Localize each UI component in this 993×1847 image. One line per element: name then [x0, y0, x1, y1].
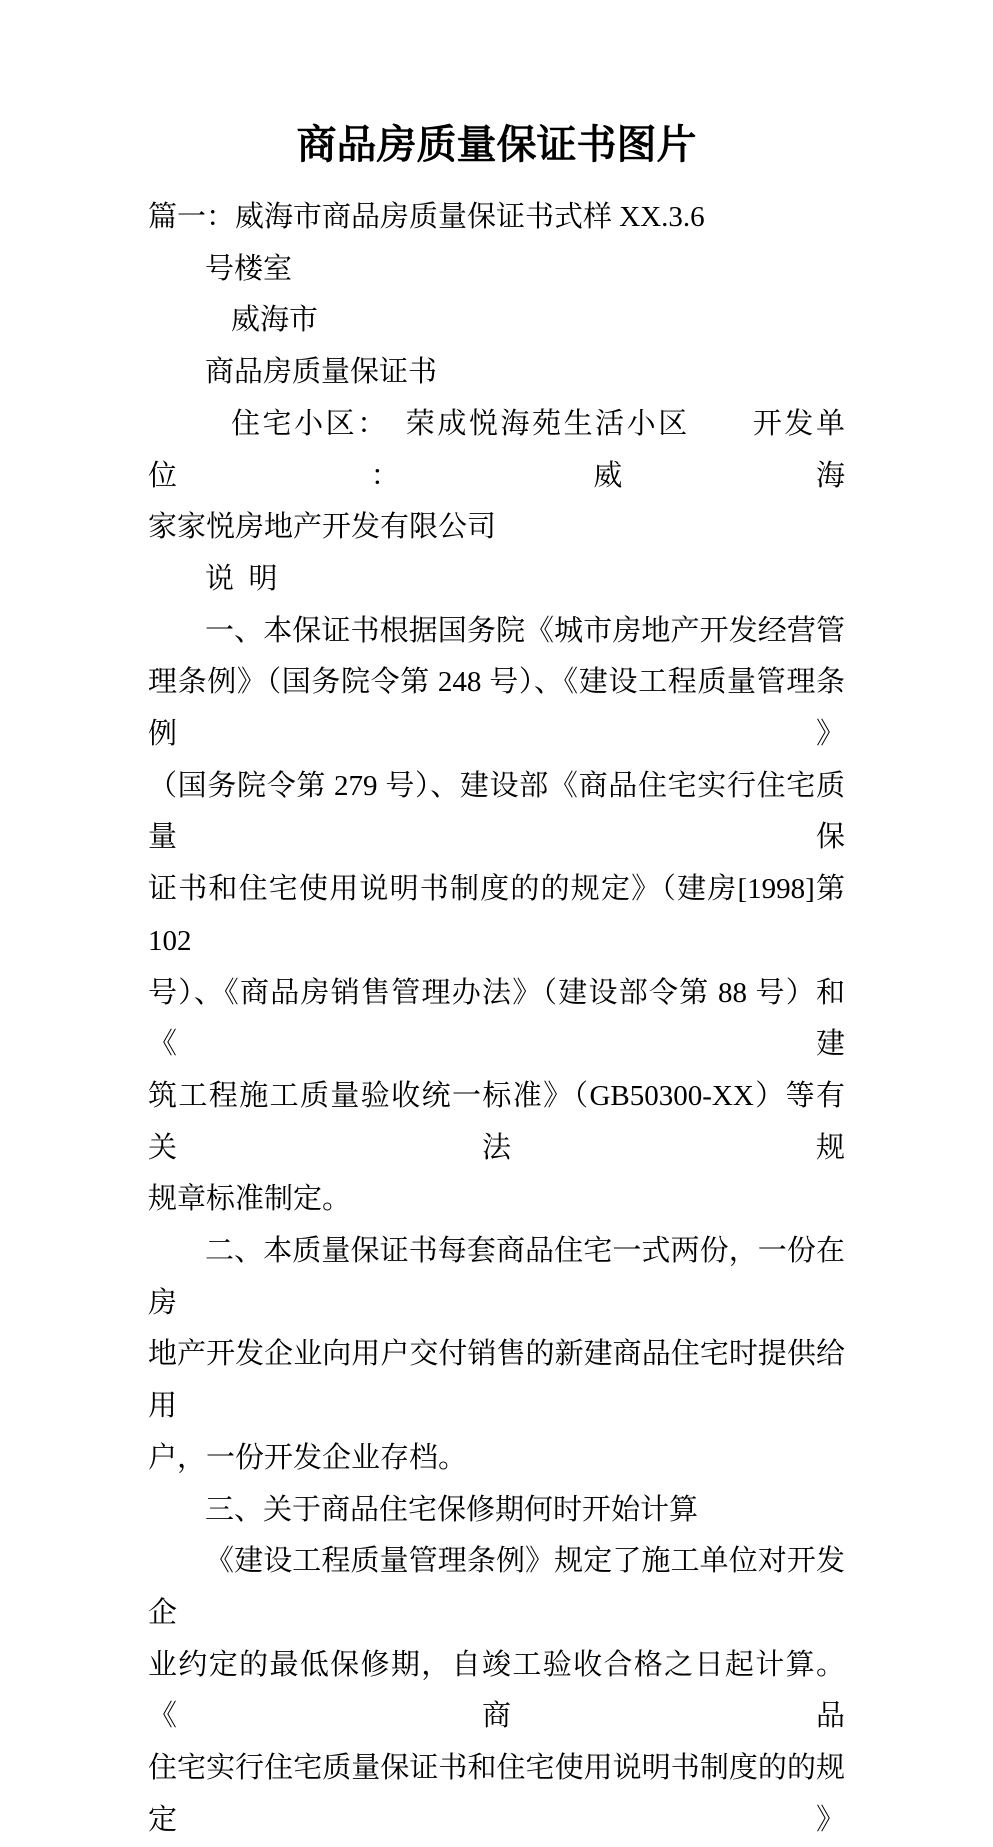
text-line: 一、本保证书根据国务院《城市房地产开发经营管	[205, 614, 845, 647]
text-line: 篇一：威海市商品房质量保证书式样 XX.3.6	[148, 201, 705, 233]
text-line: 户，一份开发企业存档。	[148, 1441, 468, 1474]
text-line: 二、本质量保证书每套商品住宅一式两份，一份在房	[148, 1235, 845, 1319]
text-line: 地产开发企业向用户交付销售的新建商品住宅时提供给用	[148, 1338, 845, 1423]
document-body	[148, 192, 853, 1847]
text-line: 证书和住宅使用说明书制度的的规定》（建房[1998]第 102	[148, 873, 853, 957]
text-line: 筑工程施工质量验收统一标准》（GB50300-XX）等有关法规	[148, 1079, 845, 1164]
text-line: 规章标准制定。	[148, 1183, 352, 1216]
text-line: 住宅小区： 荣成悦海苑生活小区 开发单位：威海	[148, 407, 845, 492]
text-line: 威海市	[231, 304, 319, 337]
text-line: 号楼室	[205, 252, 293, 285]
text-line: 说 明	[205, 562, 278, 595]
text-line: 家家悦房地产开发有限公司	[148, 511, 497, 544]
text-line: （国务院令第 279 号）、建设部《商品住宅实行住宅质量保	[148, 769, 845, 854]
text-line: 三、关于商品住宅保修期何时开始计算	[205, 1493, 699, 1526]
document-title: 商品房质量保证书图片	[296, 122, 697, 167]
text-line: 理条例》（国务院令第 248 号）、《建设工程质量管理条例》	[148, 666, 845, 751]
text-line: 住宅实行住宅质量保证书和住宅使用说明书制度的的规定》	[148, 1752, 845, 1836]
text-line: 《建设工程质量管理条例》规定了施工单位对开发企	[148, 1545, 845, 1629]
text-line: 商品房质量保证书	[205, 356, 438, 389]
text-line: 业约定的最低保修期，自竣工验收合格之日起计算。《商品	[148, 1648, 845, 1733]
text-line: 号）、《商品房销售管理办法》（建设部令第 88 号）和《建	[148, 976, 845, 1061]
